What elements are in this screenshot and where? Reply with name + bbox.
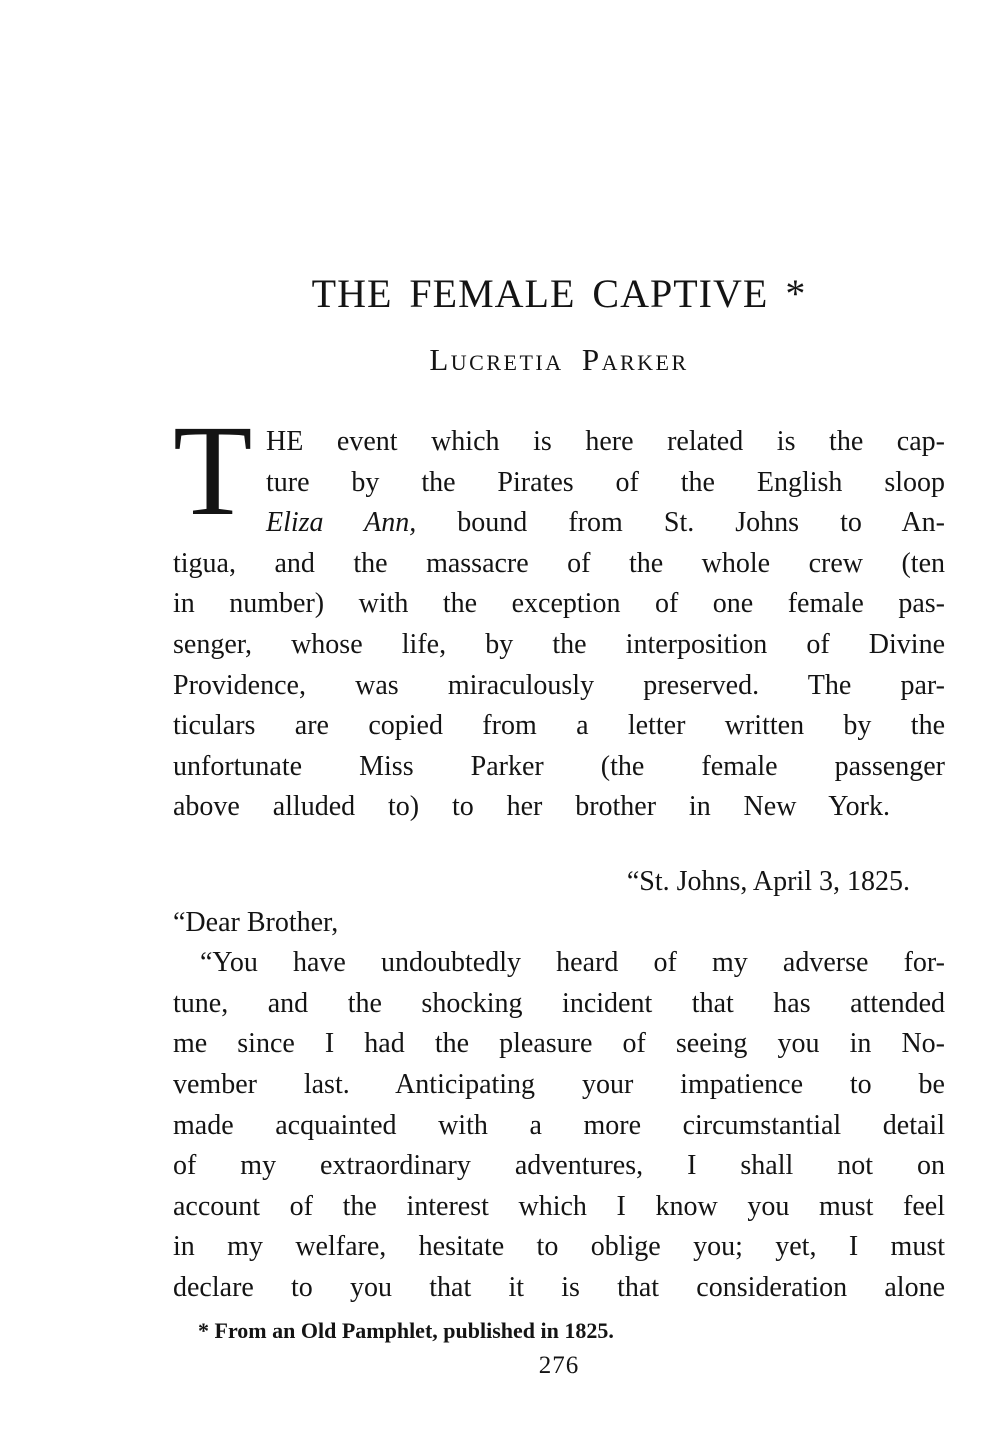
text-line [173, 503, 945, 544]
text-line: “You have undoubtedly heard of my adverse for- [200, 947, 945, 979]
text-line: declare to you that it is that consideration alone [173, 1271, 945, 1303]
text-line: ture by the Pirates of the English sloop [266, 466, 945, 498]
text-line: HE event which is here related is the cap- [266, 426, 945, 457]
text-line: made acquainted with a more circumstantial detail [173, 1109, 945, 1141]
text-line: of my extraordinary adventures, I shall not on [173, 1150, 945, 1182]
text-line: unfortunate Miss Parker (the female passenger [173, 750, 945, 782]
text-line: ticulars are copied from a letter written by the [173, 710, 945, 742]
italic-ship-name: Eliza Ann, [266, 507, 417, 539]
page-number: 276 [538, 1352, 580, 1380]
text-line: tigua, and the massacre of the whole crew (ten [173, 547, 945, 579]
page-content [173, 0, 945, 1380]
footnote-marker: * [198, 1318, 209, 1344]
page-title: THE FEMALE CAPTIVE * [311, 271, 807, 316]
text-line: me since I had the pleasure of seeing you in No- [173, 1028, 945, 1060]
letter-dateline: “St. Johns, April 3, 1825. [626, 865, 910, 897]
intro-paragraph [173, 399, 946, 828]
text-line: Providence, was miraculously preserved. The par- [173, 669, 945, 701]
text-line: in my welfare, hesitate to oblige you; yet, I must [173, 1231, 945, 1263]
text-line: account of the interest which I know you must feel [173, 1190, 945, 1222]
text-line: in number) with the exception of one female pas- [173, 588, 945, 620]
letter-salutation: “Dear Brother, [173, 906, 339, 938]
text-line: vember last. Anticipating your impatience to be [173, 1068, 945, 1100]
text-line: above alluded to) to her brother in New York. [173, 791, 890, 823]
text-line: senger, whose life, by the interposition of Divine [173, 628, 945, 660]
author-byline: Lucretia Parker [429, 342, 689, 377]
text-line: tune, and the shocking incident that has attended [173, 987, 945, 1019]
drop-cap: T [173, 399, 253, 543]
text-line-segment: bound from St. Johns to An- [416, 507, 946, 539]
letter-paragraph [173, 943, 945, 1308]
footnote-text: From an Old Pamphlet, published in 1825. [214, 1318, 614, 1344]
footnote [173, 1318, 945, 1344]
